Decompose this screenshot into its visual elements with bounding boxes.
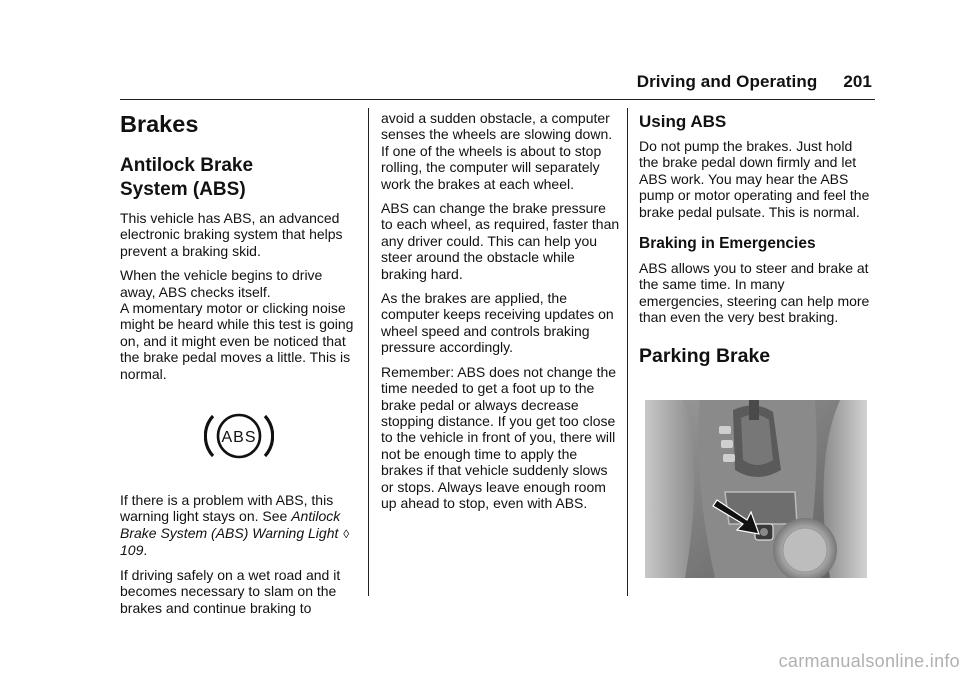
abs-warning-page-ref[interactable]: 109 xyxy=(120,542,144,559)
wheel-speed-paragraph: As the brakes are applied, the computer keeps receiving updates on wheel speed and controls braking pressure accordingly. xyxy=(381,290,614,356)
header-rule xyxy=(120,99,875,100)
abs-warning-text: If there is a problem with ABS, this warning light stays on. See xyxy=(120,492,334,525)
section-title-brakes: Brakes xyxy=(120,111,199,137)
abs-warning-link[interactable]: Antilock Brake System (ABS) Warning Light xyxy=(120,508,341,541)
remember-paragraph: Remember: ABS does not change the time needed to get a foot up to the brake pedal or always decrease stopping distance. If you get too close to the vehicle in front of you, there will not be enough time to apply the brakes if that vehicle suddenly slows or stops. Always leave enough room up ahead to stop, even with ABS. xyxy=(381,363,617,511)
parking-brake-heading: Parking Brake xyxy=(639,344,771,367)
subsection-title-line2: System (ABS) xyxy=(120,179,246,200)
page-number: 201 xyxy=(843,72,872,91)
abs-self-check-paragraph: When the vehicle begins to drive away, ABS checks itself. xyxy=(120,267,323,300)
abs-intro-paragraph: This vehicle has ABS, an advanced electronic braking system that helps prevent a braking skid. xyxy=(120,210,343,259)
page-reference-icon: ◊ xyxy=(343,526,350,541)
obstacle-paragraph: avoid a sudden obstacle, a computer senses the wheels are slowing down. If one of the wheels is about to stop rolling, the computer will separately work the brakes at each wheel. xyxy=(381,110,613,192)
abs-symbol-label: ABS xyxy=(221,429,257,447)
abs-warning-period: . xyxy=(143,542,148,559)
subsection-title-abs xyxy=(120,154,358,202)
abs-warning-light-icon xyxy=(204,408,274,464)
emergency-braking-heading: Braking in Emergencies xyxy=(639,235,816,253)
abs-warning-paragraph xyxy=(120,492,358,559)
abs-normal-noise-paragraph: A momentary motor or clicking noise might be heard while this test is going on, and it might even be noticed that the brake pedal moves a little. This is normal. xyxy=(120,300,354,382)
column-divider-2 xyxy=(627,108,628,596)
column-1 xyxy=(120,110,358,624)
using-abs-heading: Using ABS xyxy=(639,112,727,131)
column-3 xyxy=(639,110,871,386)
running-header xyxy=(120,72,872,92)
using-abs-paragraph: Do not pump the brakes. Just hold the brake pedal down firmly and let ABS work. You may hear the ABS pump or motor operating and feel the brake pedal pulsate. This is normal. xyxy=(639,138,870,220)
subsection-title-line1: Antilock Brake xyxy=(120,155,254,176)
parking-brake-switch-image xyxy=(645,400,867,578)
emergency-braking-paragraph: ABS allows you to steer and brake at the same time. In many emergencies, steering can help more than even the very best braking. xyxy=(639,260,870,326)
column-divider-1 xyxy=(368,108,369,596)
column-2 xyxy=(381,110,621,519)
wet-road-paragraph: If driving safely on a wet road and it becomes necessary to slam on the brakes and continue braking to xyxy=(120,566,341,616)
watermark: carmanualsonline.info xyxy=(778,651,960,671)
header-section-title: Driving and Operating xyxy=(636,72,818,91)
brake-pressure-paragraph: ABS can change the brake pressure to each wheel, as required, faster than any driver could. This can help you steer around the obstacle while braking hard. xyxy=(381,200,620,282)
